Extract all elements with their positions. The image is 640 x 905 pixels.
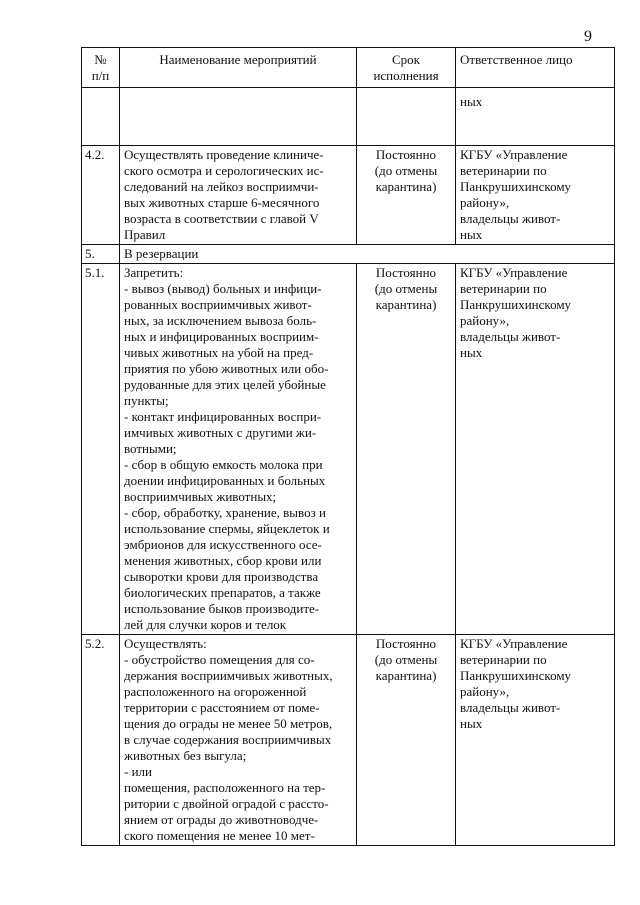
measure-line: Запретить:: [124, 265, 184, 280]
measures-table: [81, 47, 615, 846]
term-line: Постоянно: [375, 636, 437, 651]
measure-line: расположенного на огороженной: [124, 684, 307, 699]
measure-line: В резервации: [124, 246, 199, 261]
term-line: карантина): [375, 297, 437, 312]
measure-line: в случае содержания восприимчивых: [124, 732, 332, 747]
measure-line: ского помещения не менее 10 мет-: [124, 828, 315, 843]
table-row: [82, 264, 615, 635]
measure-line: ных и инфицированных восприим-: [124, 329, 319, 344]
responsible-line: ветеринарии по: [460, 652, 547, 667]
responsible-line: району»,: [460, 684, 510, 699]
measure-line: - или: [124, 764, 152, 779]
table-row: [82, 245, 615, 264]
measure-line: восприимчивых животных;: [124, 489, 277, 504]
term-line: (до отмены: [374, 163, 438, 178]
cell-responsible: [456, 635, 615, 846]
cell-responsible: ных: [456, 88, 615, 146]
term-line: карантина): [375, 179, 437, 194]
responsible-line: ветеринарии по: [460, 281, 547, 296]
responsible-line: ных: [460, 227, 483, 242]
responsible-line: району»,: [460, 195, 510, 210]
header-number: № п/п: [82, 48, 120, 88]
table-row: [82, 635, 615, 846]
measure-line: Правил: [124, 227, 166, 242]
responsible-line: району»,: [460, 313, 510, 328]
cell-measure: [120, 245, 615, 264]
measure-line: территории с расстоянием от поме-: [124, 700, 320, 715]
measure-line: - сбор в общую емкость молока при: [124, 457, 323, 472]
measure-line: ных, за исключением вывоза боль-: [124, 313, 317, 328]
measure-line: рованных восприимчивых живот-: [124, 297, 312, 312]
responsible-line: владельцы живот-: [460, 329, 561, 344]
measure-line: доении инфицированных и больных: [124, 473, 326, 488]
term-line: Постоянно: [375, 147, 437, 162]
cell-responsible: [456, 146, 615, 245]
term-line: (до отмены: [374, 652, 438, 667]
measure-line: имчивых животных с другими жи-: [124, 425, 317, 440]
responsible-line: Панкрушихинскому: [460, 668, 572, 683]
responsible-line: владельцы живот-: [460, 700, 561, 715]
header-measures: Наименование мероприятий: [120, 48, 357, 88]
responsible-line: КГБУ «Управление: [460, 265, 568, 280]
cell-term: [357, 146, 456, 245]
measure-line: помещения, расположенного на тер-: [124, 780, 326, 795]
measure-line: лей для случки коров и телок: [124, 617, 287, 632]
measure-line: вотными;: [124, 441, 177, 456]
cell-term: [357, 88, 456, 146]
cell-measure: [120, 88, 357, 146]
header-term: Срок исполнения: [357, 48, 456, 88]
responsible-line: КГБУ «Управление: [460, 147, 568, 162]
responsible-line: ных: [460, 716, 483, 731]
cell-measure: [120, 146, 357, 245]
measure-line: использование быков производите-: [124, 601, 320, 616]
table-row-continuation: [82, 88, 615, 146]
page-number: 9: [584, 28, 592, 45]
measure-line: ского осмотра и серологических ис-: [124, 163, 324, 178]
responsible-line: Панкрушихинскому: [460, 297, 572, 312]
cell-number: 5.1.: [82, 264, 120, 635]
measure-line: биологических препаратов, а также: [124, 585, 321, 600]
cell-term: [357, 635, 456, 846]
measure-line: сыворотки крови для производства: [124, 569, 319, 584]
measure-line: янием от ограды до животноводче-: [124, 812, 319, 827]
responsible-line: КГБУ «Управление: [460, 636, 568, 651]
cell-measure: [120, 635, 357, 846]
term-line: (до отмены: [374, 281, 438, 296]
measure-line: - вывоз (вывод) больных и инфици-: [124, 281, 322, 296]
table-header-row: [82, 48, 615, 88]
measure-line: - контакт инфицированных воспри-: [124, 409, 322, 424]
table-row: [82, 146, 615, 245]
measure-line: эмбрионов для искусственного осе-: [124, 537, 322, 552]
measure-line: щения до ограды не менее 50 метров,: [124, 716, 333, 731]
measure-line: - сбор, обработку, хранение, вывоз и: [124, 505, 326, 520]
term-line: карантина): [375, 668, 437, 683]
cell-term: [357, 264, 456, 635]
responsible-line: владельцы живот-: [460, 211, 561, 226]
measure-line: возраста в соответствии с главой V: [124, 211, 319, 226]
cell-number: 4.2.: [82, 146, 120, 245]
measure-line: Осуществлять:: [124, 636, 207, 651]
measure-line: Осуществлять проведение клиниче-: [124, 147, 324, 162]
term-line: Постоянно: [375, 265, 437, 280]
measure-line: чивых животных на убой на пред-: [124, 345, 314, 360]
measure-line: менения животных, сбор крови или: [124, 553, 322, 568]
cell-measure: [120, 264, 357, 635]
measure-line: пункты;: [124, 393, 169, 408]
measure-line: вых животных старше 6-месячного: [124, 195, 320, 210]
measure-line: держания восприимчивых животных,: [124, 668, 333, 683]
measure-line: животных без выгула;: [124, 748, 247, 763]
cell-number: [82, 88, 120, 146]
cell-number: 5.: [82, 245, 120, 264]
responsible-line: Панкрушихинскому: [460, 179, 572, 194]
measure-line: - обустройство помещения для со-: [124, 652, 315, 667]
responsible-line: ветеринарии по: [460, 163, 547, 178]
measure-line: следований на лейкоз восприимчи-: [124, 179, 319, 194]
measure-line: рудованные для этих целей убойные: [124, 377, 326, 392]
responsible-line: ных: [460, 345, 483, 360]
header-responsible: Ответственное лицо: [456, 48, 615, 88]
cell-number: 5.2.: [82, 635, 120, 846]
measure-line: ритории с двойной оградой с рассто-: [124, 796, 329, 811]
measure-line: использование спермы, яйцеклеток и: [124, 521, 330, 536]
cell-responsible: [456, 264, 615, 635]
measure-line: приятия по убою животных или обо-: [124, 361, 329, 376]
